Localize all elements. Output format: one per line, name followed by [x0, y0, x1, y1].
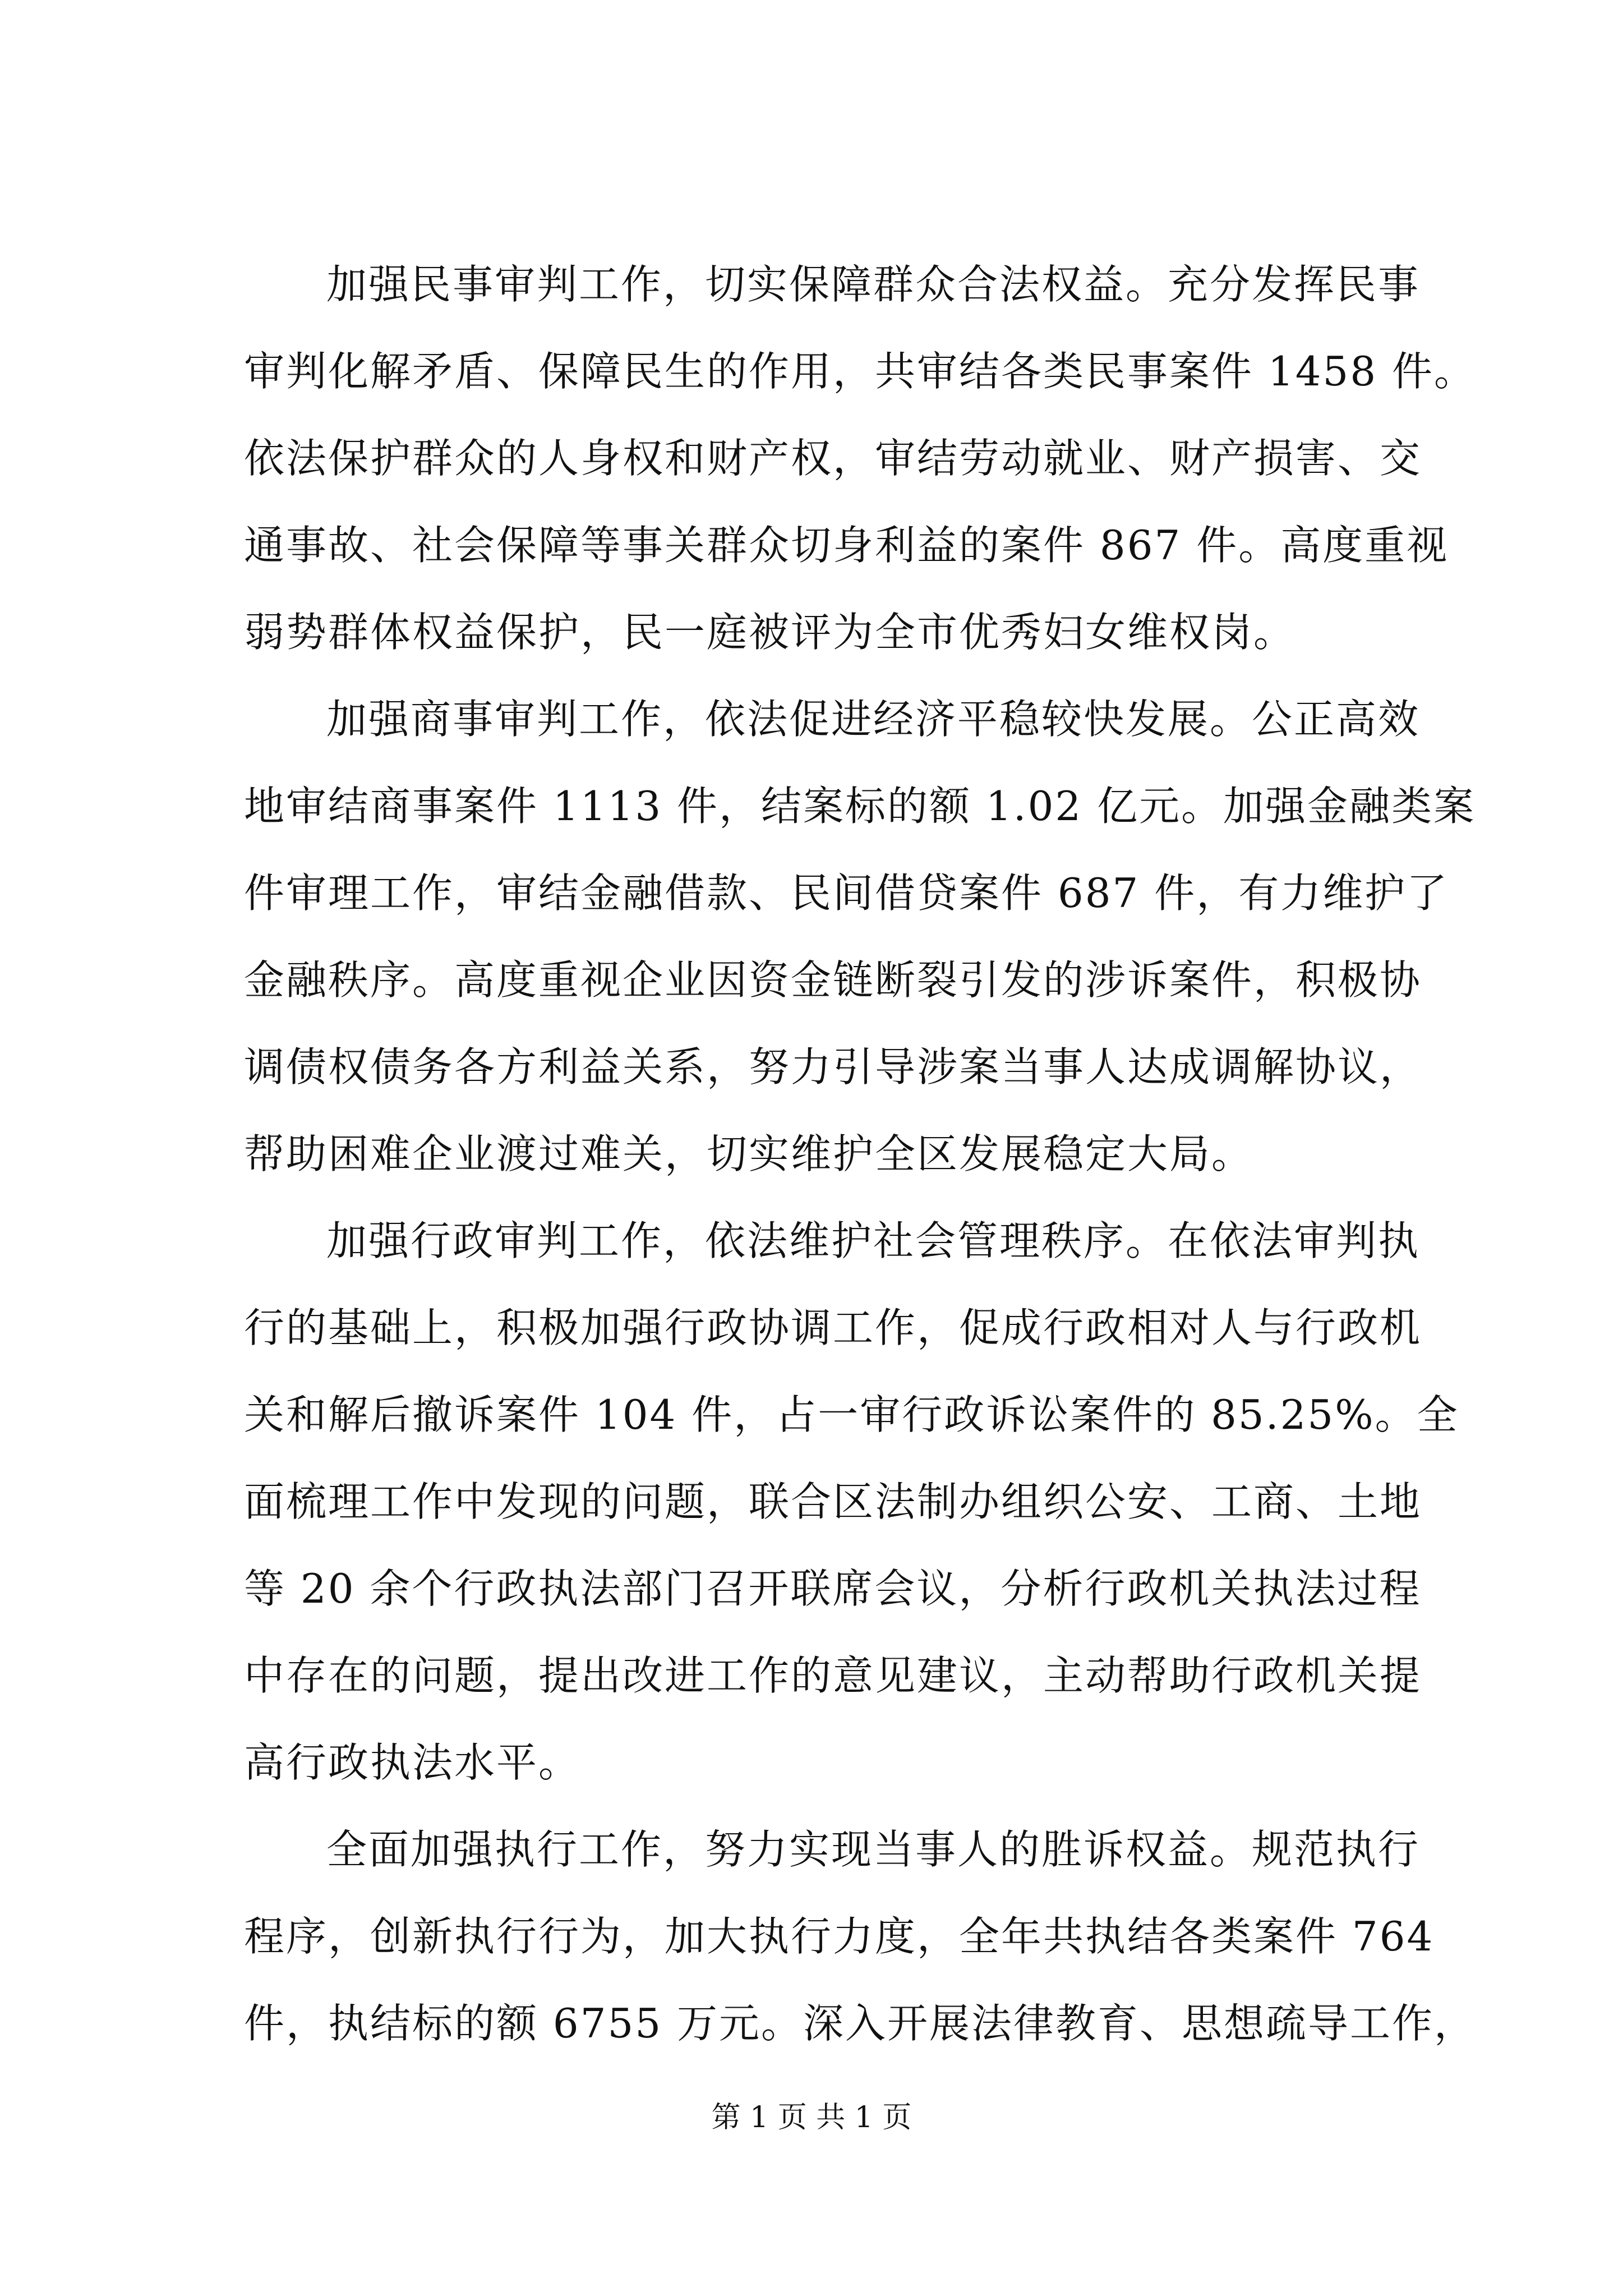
- text-line: 地审结商事案件 1113 件，结案标的额 1.02 亿元。加强金融类案: [244, 783, 1476, 830]
- text-line: 件审理工作，审结金融借款、民间借贷案件 687 件，有力维护了: [244, 869, 1449, 917]
- text-line: 中存在的问题，提出改进工作的意见建议，主动帮助行政机关提: [244, 1652, 1422, 1699]
- paragraph-commercial-trial: [244, 676, 1476, 1198]
- text-line: 通事故、社会保障等事关群众切身利益的案件 867 件。高度重视: [244, 522, 1449, 569]
- text-line: 程序，创新执行行为，加大执行力度，全年共执结各类案件 764: [244, 1913, 1435, 1960]
- text-line: 加强行政审判工作，依法维护社会管理秩序。在依法审判执: [326, 1217, 1421, 1264]
- page-footer: 第 1 页 共 1 页: [711, 2101, 912, 2134]
- paragraph-administrative-trial: [244, 1198, 1459, 1806]
- document-body: [244, 241, 1477, 2067]
- text-line: 面梳理工作中发现的问题，联合区法制办组织公安、工商、土地: [244, 1478, 1422, 1525]
- text-line: 加强民事审判工作，切实保障群众合法权益。充分发挥民事: [326, 261, 1421, 308]
- paragraph-civil-trial: [244, 241, 1477, 676]
- text-line: 审判化解矛盾、保障民生的作用，共审结各类民事案件 1458 件。: [244, 348, 1477, 395]
- text-line: 行的基础上，积极加强行政协调工作，促成行政相对人与行政机: [244, 1304, 1422, 1351]
- text-line: 件，执结标的额 6755 万元。深入开展法律教育、思想疏导工作，: [244, 2000, 1477, 2047]
- text-line: 全面加强执行工作，努力实现当事人的胜诉权益。规范执行: [326, 1826, 1421, 1873]
- text-line: 帮助困难企业渡过难关，切实维护全区发展稳定大局。: [244, 1130, 1254, 1177]
- text-line: 等 20 余个行政执法部门召开联席会议，分析行政机关执法过程: [244, 1565, 1422, 1612]
- text-line: 金融秩序。高度重视企业因资金链断裂引发的涉诉案件，积极协: [244, 956, 1422, 1004]
- text-line: 加强商事审判工作，依法促进经济平稳较快发展。公正高效: [326, 696, 1421, 743]
- paragraph-enforcement: [244, 1806, 1477, 2067]
- text-line: 依法保护群众的人身权和财产权，审结劳动就业、财产损害、交: [244, 435, 1422, 482]
- text-line: 关和解后撤诉案件 104 件，占一审行政诉讼案件的 85.25%。全: [244, 1391, 1459, 1438]
- text-line: 弱势群体权益保护，民一庭被评为全市优秀妇女维权岗。: [244, 609, 1296, 656]
- text-line: 高行政执法水平。: [244, 1739, 581, 1786]
- text-line: 调债权债务各方利益关系，努力引导涉案当事人达成调解协议，: [244, 1043, 1422, 1091]
